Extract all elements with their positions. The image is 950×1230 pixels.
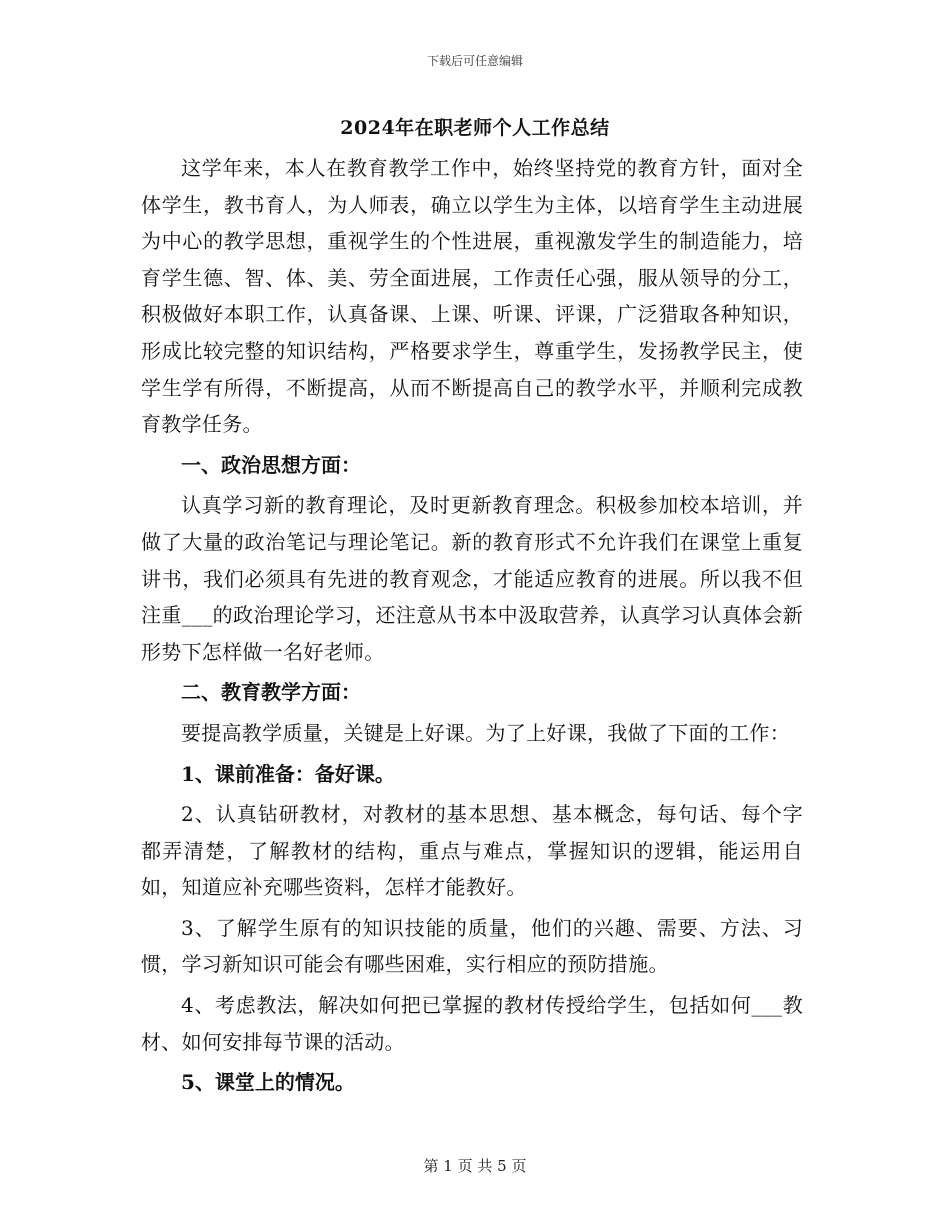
- paragraph-politics: 认真学习新的教育理论，及时更新教育理念。积极参加校本培训，并做了大量的政治笔记与理论笔记。新的教育形式不允许我们在课堂上重复讲书，我们必须具有先进的教育观念，才能适应教育的进展。所以我不但注重___的政治理论学习，还注意从书本中汲取营养，认真学习认真体会新形势下怎样做一名好老师。: [141, 493, 803, 664]
- paragraph-item-4: 4、考虑教法，解决如何把已掌握的教材传授给学生，包括如何___教材、如何安排每节课的活动。: [141, 993, 803, 1054]
- paragraph-teaching-intro: 要提高教学质量，关键是上好课。为了上好课，我做了下面的工作：: [181, 720, 790, 745]
- document-body: [141, 150, 803, 1105]
- paragraph-intro: 这学年来，本人在教育教学工作中，始终坚持党的教育方针，面对全体学生，教书育人，为人师表，确立以学生为主体，以培育学生主动进展为中心的教学思想，重视学生的个性进展，重视激发学生的制造能力，培育学生德、智、体、美、劳全面进展，工作责任心强，服从领导的分工，积极做好本职工作，认真备课、上课、听课、评课，广泛猎取各种知识，形成比较完整的知识结构，严格要求学生，尊重学生，发扬教学民主，使学生学有所得，不断提高，从而不断提高自己的教学水平，并顺利完成教育教学任务。: [141, 156, 803, 437]
- subheading-preparation: 1、课前准备：备好课。: [181, 761, 395, 786]
- section-heading-politics: 一、政治思想方面：: [181, 452, 361, 477]
- paragraph-item-2: 2、认真钻研教材，对教材的基本思想、基本概念，每句话、每个字都弄清楚，了解教材的结构，重点与难点，掌握知识的逻辑，能运用自如，知道应补充哪些资料，怎样才能教好。: [141, 802, 803, 900]
- header-note: 下载后可任意编辑: [426, 54, 523, 68]
- page-footer: 第 1 页 共 5 页: [423, 1157, 527, 1175]
- document-title: 2024年在职老师个人工作总结: [340, 117, 610, 139]
- section-heading-teaching: 二、教育教学方面：: [181, 680, 361, 705]
- subheading-classroom: 5、课堂上的情况。: [181, 1070, 355, 1095]
- paragraph-item-3: 3、了解学生原有的知识技能的质量，他们的兴趣、需要、方法、习惯，学习新知识可能会有哪些困难，实行相应的预防措施。: [141, 915, 803, 977]
